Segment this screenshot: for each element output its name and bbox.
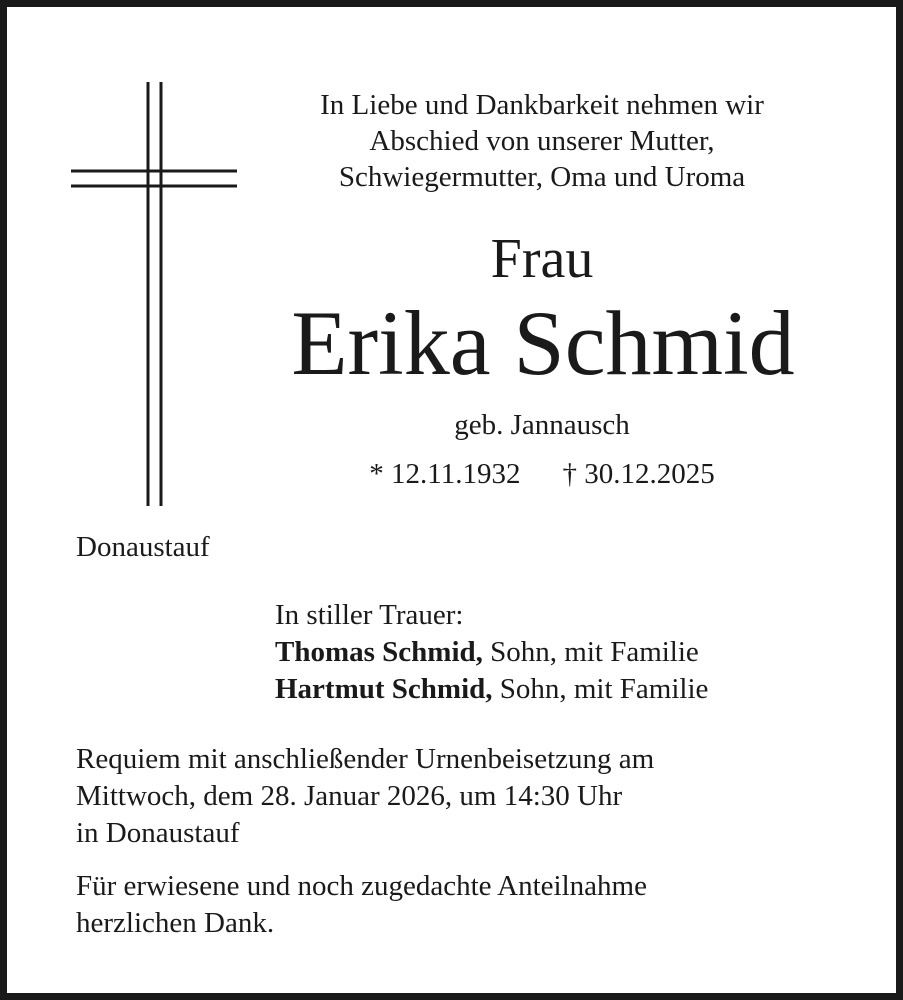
mourner-name: Hartmut Schmid,: [275, 673, 493, 705]
place-of-residence: Donaustauf: [76, 531, 210, 563]
intro-text: [237, 87, 847, 195]
intro-line: Schwiegermutter, Oma und Uroma: [338, 161, 746, 193]
service-line: in Donaustauf: [76, 817, 240, 849]
mourner-relation: Sohn, mit Familie: [492, 673, 709, 705]
service-notice: [76, 741, 654, 852]
mourner-entry: [275, 634, 708, 671]
birth-name: geb. Jannausch: [454, 409, 630, 441]
service-line: Mittwoch, dem 28. Januar 2026, um 14:30 Uhr: [76, 780, 623, 812]
mourners-block: [275, 597, 708, 708]
death-date: † 30.12.2025: [562, 458, 715, 490]
cross-icon: [71, 82, 241, 506]
intro-line: Abschied von unserer Mutter,: [369, 125, 715, 157]
deceased-name: Erika Schmid: [291, 292, 795, 394]
mourner-relation: Sohn, mit Familie: [482, 636, 699, 668]
thanks-line: herzlichen Dank.: [76, 907, 275, 939]
intro-line: In Liebe und Dankbarkeit nehmen wir: [320, 89, 764, 121]
service-line: Requiem mit anschließender Urnenbeisetzung am: [76, 743, 655, 775]
mourner-entry: [275, 671, 708, 708]
thanks-line: Für erwiesene und noch zugedachte Anteilnahme: [76, 870, 647, 902]
mourners-heading: In stiller Trauer:: [275, 599, 464, 631]
honorific: Frau: [490, 228, 594, 290]
mourner-name: Thomas Schmid,: [275, 636, 483, 668]
life-dates: [307, 456, 777, 492]
birth-date: * 12.11.1932: [369, 458, 521, 490]
thanks-notice: [76, 868, 647, 942]
